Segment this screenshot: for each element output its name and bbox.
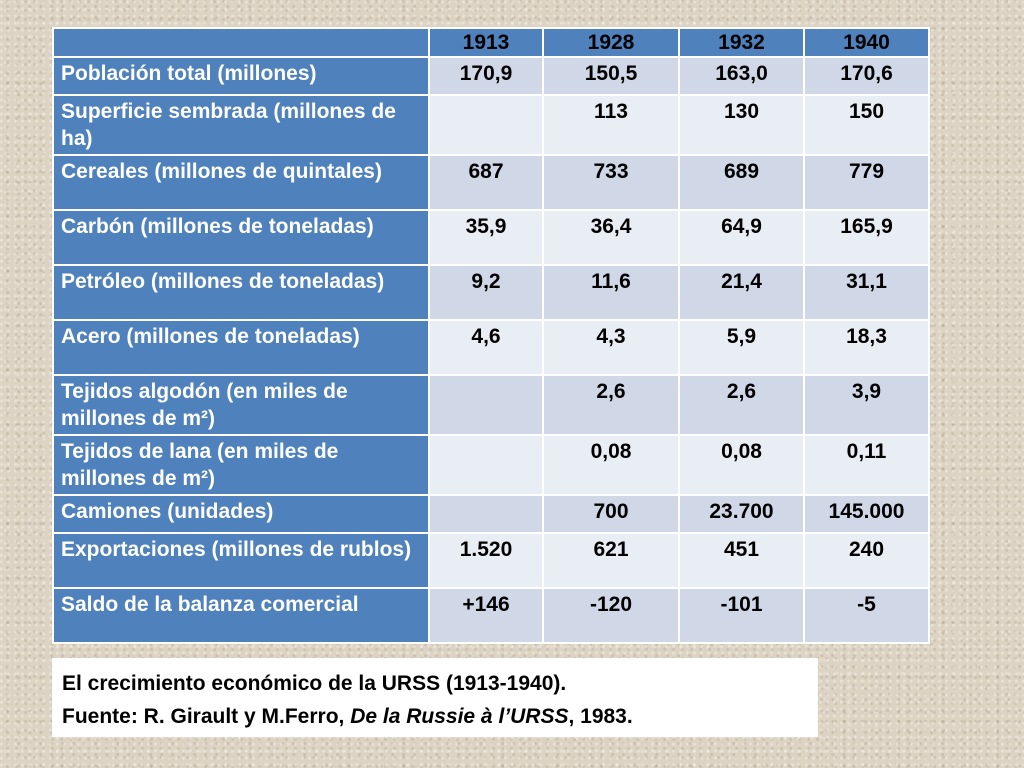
table-cell: 2,6 (680, 376, 805, 436)
source-caption (52, 658, 818, 737)
row-label: Tejidos de lana (en miles de millones de m²) (52, 436, 430, 496)
year-header-1932: 1932 (680, 27, 805, 58)
table-header-row (52, 27, 930, 58)
table-cell (430, 496, 544, 534)
table-row (52, 156, 930, 211)
table-cell: 779 (805, 156, 930, 211)
table-cell: 31,1 (805, 266, 930, 321)
row-label: Superficie sembrada (millones de ha) (52, 96, 430, 156)
table-cell: 165,9 (805, 211, 930, 266)
table-cell: 150 (805, 96, 930, 156)
caption-source-title: De la Russie à l’URSS (350, 705, 569, 728)
row-label: Carbón (millones de toneladas) (52, 211, 430, 266)
table-row (52, 589, 930, 644)
caption-source (62, 700, 818, 733)
table-cell: 21,4 (680, 266, 805, 321)
table-cell: 4,6 (430, 321, 544, 376)
table-row (52, 376, 930, 436)
table-cell: 621 (544, 534, 680, 589)
year-header-1913: 1913 (430, 27, 544, 58)
table-cell: 0,11 (805, 436, 930, 496)
table-cell: -5 (805, 589, 930, 644)
table-cell: 451 (680, 534, 805, 589)
table-row (52, 266, 930, 321)
table-row (52, 534, 930, 589)
table-cell: -101 (680, 589, 805, 644)
year-header-1928: 1928 (544, 27, 680, 58)
corner-header-cell (52, 27, 430, 58)
table-cell: 36,4 (544, 211, 680, 266)
table-row (52, 211, 930, 266)
table-cell: 4,3 (544, 321, 680, 376)
caption-source-suffix: , 1983. (568, 705, 633, 728)
table-cell: 150,5 (544, 58, 680, 96)
table-cell: 163,0 (680, 58, 805, 96)
table-cell: 689 (680, 156, 805, 211)
table-cell: +146 (430, 589, 544, 644)
table-row (52, 436, 930, 496)
table-row (52, 96, 930, 156)
table-cell: 170,6 (805, 58, 930, 96)
table-cell: 9,2 (430, 266, 544, 321)
table-cell: 23.700 (680, 496, 805, 534)
table-cell: 3,9 (805, 376, 930, 436)
table-cell: 170,9 (430, 58, 544, 96)
table-cell: 11,6 (544, 266, 680, 321)
table-cell: 0,08 (680, 436, 805, 496)
table-cell: 5,9 (680, 321, 805, 376)
caption-source-prefix: Fuente: R. Girault y M.Ferro, (62, 705, 351, 728)
table-cell: 145.000 (805, 496, 930, 534)
table-cell: 0,08 (544, 436, 680, 496)
table-cell: 700 (544, 496, 680, 534)
row-label: Población total (millones) (52, 58, 430, 96)
year-header-1940: 1940 (805, 27, 930, 58)
table-cell: -120 (544, 589, 680, 644)
table-cell: 64,9 (680, 211, 805, 266)
row-label: Cereales (millones de quintales) (52, 156, 430, 211)
table-cell: 733 (544, 156, 680, 211)
table-cell (430, 376, 544, 436)
row-label: Camiones (unidades) (52, 496, 430, 534)
table-cell: 687 (430, 156, 544, 211)
row-label: Petróleo (millones de toneladas) (52, 266, 430, 321)
row-label: Tejidos algodón (en miles de millones de m²) (52, 376, 430, 436)
table-cell: 240 (805, 534, 930, 589)
table-cell (430, 96, 544, 156)
table-row (52, 496, 930, 534)
table-cell: 113 (544, 96, 680, 156)
table-cell: 1.520 (430, 534, 544, 589)
row-label: Exportaciones (millones de rublos) (52, 534, 430, 589)
table-cell: 35,9 (430, 211, 544, 266)
table-row (52, 58, 930, 96)
row-label: Acero (millones de toneladas) (52, 321, 430, 376)
table-cell: 130 (680, 96, 805, 156)
table-cell: 2,6 (544, 376, 680, 436)
table-cell (430, 436, 544, 496)
economic-growth-table (52, 27, 930, 644)
table-cell: 18,3 (805, 321, 930, 376)
table-row (52, 321, 930, 376)
row-label: Saldo de la balanza comercial (52, 589, 430, 644)
caption-title: El crecimiento económico de la URSS (1913-1940). (62, 672, 567, 695)
